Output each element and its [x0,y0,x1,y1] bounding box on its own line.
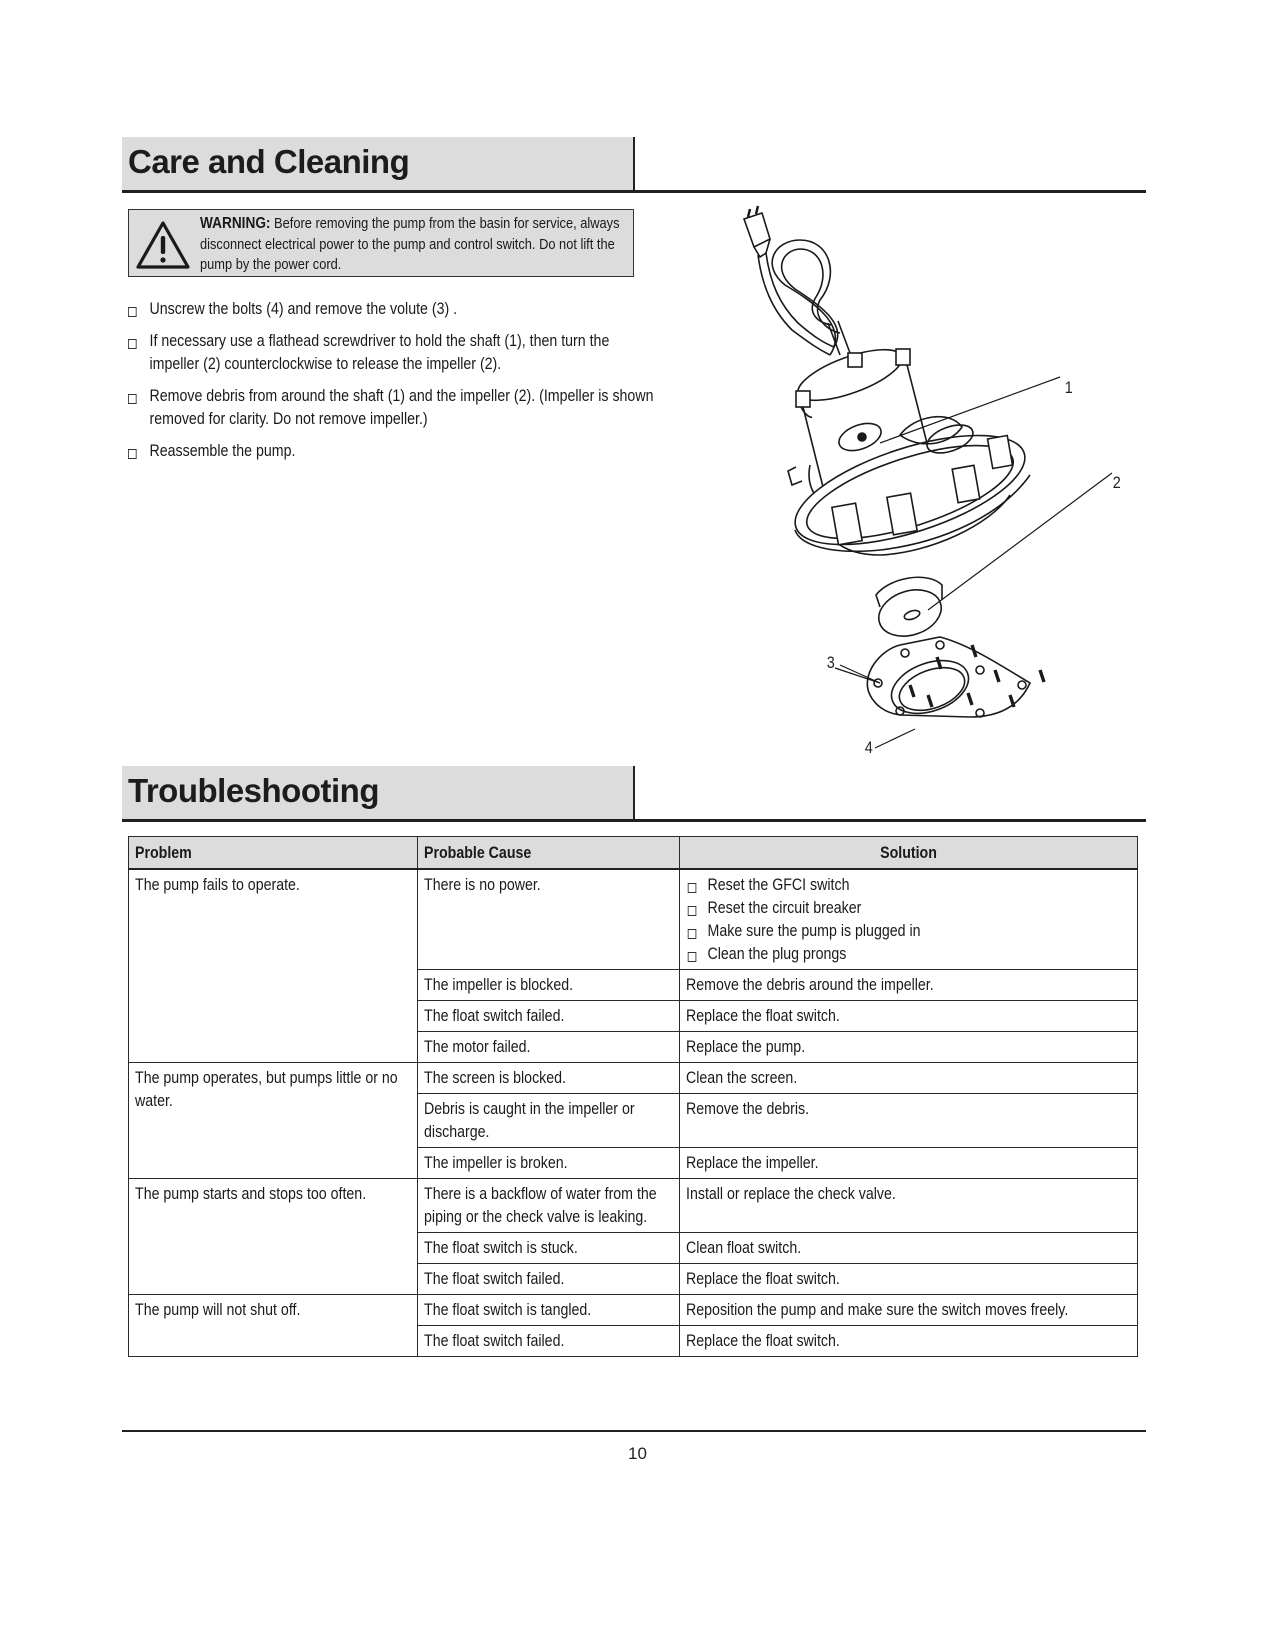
cell-text: Solution [880,844,937,862]
solution-list [686,874,1142,966]
cell-text: Replace the pump. [686,1038,806,1056]
step-text: Reassemble the pump. [149,442,296,460]
callout-label-shaft: 1 [1064,378,1073,397]
cell-text: There is no power. [424,876,541,894]
care-steps-list [128,298,654,472]
solution-cell [680,1295,1138,1326]
impeller-part [873,577,947,644]
solution-list-item [686,943,1142,966]
solution-list-item [686,897,1142,920]
solution-text: Make sure the pump is plugged in [707,922,921,940]
cell-text: The pump will not shut off. [135,1301,301,1319]
section-title: Troubleshooting [128,772,379,809]
callout-label-volute: 3 [826,653,835,672]
section-divider [122,190,1146,193]
solution-text: Reset the circuit breaker [707,899,862,917]
cell-text: Reposition the pump and make sure the switch moves freely. [686,1301,1069,1319]
column-header-cause [418,837,680,870]
column-header-solution [680,837,1138,870]
volute-part [867,637,1030,723]
page-number: 10 [628,1444,647,1463]
cell-text: The float switch is stuck. [424,1239,578,1257]
solution-text: Clean the plug prongs [707,945,847,963]
solution-cell [680,1179,1138,1233]
cell-text: Replace the impeller. [686,1154,819,1172]
cell-text: Remove the debris around the impeller. [686,976,934,994]
solution-cell [680,1094,1138,1148]
solution-cell [680,1233,1138,1264]
checkbox-bullet-icon [128,307,137,317]
table-row [129,1063,1138,1094]
cell-text: Install or replace the check valve. [686,1185,896,1203]
cell-text: Debris is caught in the impeller or discharge. [424,1100,635,1141]
solution-cell [680,869,1138,970]
solution-list-item [686,920,1142,943]
problem-cell [129,1063,418,1179]
cell-text: The float switch failed. [424,1332,565,1350]
cause-cell [418,1148,680,1179]
step-text: Unscrew the bolts (4) and remove the volute (3) . [149,300,458,318]
cell-text: Replace the float switch. [686,1332,840,1350]
cause-cell [418,1001,680,1032]
care-step [128,385,657,431]
cell-text: The float switch failed. [424,1007,565,1025]
table-header-row [129,837,1138,870]
step-text: Remove debris from around the shaft (1) and the impeller (2). (Impeller is shown removed for clarity. Do not remove impeller.) [149,387,654,428]
cell-text: There is a backflow of water from the piping or the check valve is leaking. [424,1185,657,1226]
cell-text: The float switch is tangled. [424,1301,592,1319]
section-divider [122,819,1146,822]
cell-text: The screen is blocked. [424,1069,567,1087]
cell-text: Remove the debris. [686,1100,810,1118]
cell-text: Clean the screen. [686,1069,798,1087]
warning-message: Before removing the pump from the basin for service, always disconnect electrical power to the pump and control switch. Do not lift the pump by the power cord. [200,216,620,273]
cell-text: Clean float switch. [686,1239,802,1257]
solution-text: Reset the GFCI switch [707,876,850,894]
motor-housing [783,339,1037,567]
cell-text [680,870,1148,969]
power-cord [758,240,850,355]
table-row [129,1295,1138,1326]
checkbox-bullet-icon [688,883,697,893]
callout-label-bolts: 4 [864,738,873,757]
table-row [129,869,1138,970]
cause-cell [418,1233,680,1264]
solution-cell [680,1001,1138,1032]
column-header-problem [129,837,418,870]
care-and-cleaning-header [122,137,635,191]
care-step [128,330,657,376]
cell-text: The pump starts and stops too often. [135,1185,367,1203]
warning-text [200,214,629,276]
footer-divider [122,1430,1146,1432]
solution-list-item [686,874,1142,897]
cause-cell [418,1326,680,1357]
cell-text: The pump fails to operate. [135,876,300,894]
cell-text: Problem [135,844,192,862]
problem-cell [129,1295,418,1357]
warning-label: WARNING: [200,215,271,232]
checkbox-bullet-icon [688,952,697,962]
cell-text: The impeller is broken. [424,1154,568,1172]
cause-cell [418,1264,680,1295]
checkbox-bullet-icon [688,929,697,939]
cause-cell [418,1094,680,1148]
troubleshooting-header [122,766,635,820]
cause-cell [418,869,680,970]
cell-text: The pump operates, but pumps little or no water. [135,1069,398,1110]
section-title: Care and Cleaning [128,143,410,180]
step-text: If necessary use a flathead screwdriver to hold the shaft (1), then turn the impeller (2) counterclockwise to release the impeller (2). [149,332,610,373]
solution-cell [680,970,1138,1001]
troubleshooting-table [128,836,1138,1357]
cause-cell [418,1032,680,1063]
cell-text: The impeller is blocked. [424,976,574,994]
solution-cell [680,1032,1138,1063]
cell-text: Replace the float switch. [686,1007,840,1025]
care-step [128,440,657,463]
callout-label-impeller: 2 [1112,473,1121,492]
problem-cell [129,1179,418,1295]
problem-cell [129,869,418,1063]
solution-cell [680,1063,1138,1094]
cause-cell [418,1295,680,1326]
cell-text: The float switch failed. [424,1270,565,1288]
pump-illustration [700,205,1140,765]
warning-triangle-icon [135,220,191,270]
pump-exploded-diagram [700,205,1140,765]
table-row [129,1179,1138,1233]
cell-text: Probable Cause [424,844,532,862]
cause-cell [418,970,680,1001]
cell-text: Replace the float switch. [686,1270,840,1288]
solution-cell [680,1326,1138,1357]
solution-cell [680,1264,1138,1295]
power-plug-icon [744,206,770,257]
checkbox-bullet-icon [688,906,697,916]
cause-cell [418,1179,680,1233]
care-step [128,298,657,321]
cause-cell [418,1063,680,1094]
cell-text: The motor failed. [424,1038,531,1056]
warning-box [128,209,634,277]
checkbox-bullet-icon [128,394,137,404]
solution-cell [680,1148,1138,1179]
checkbox-bullet-icon [128,339,137,349]
checkbox-bullet-icon [128,449,137,459]
